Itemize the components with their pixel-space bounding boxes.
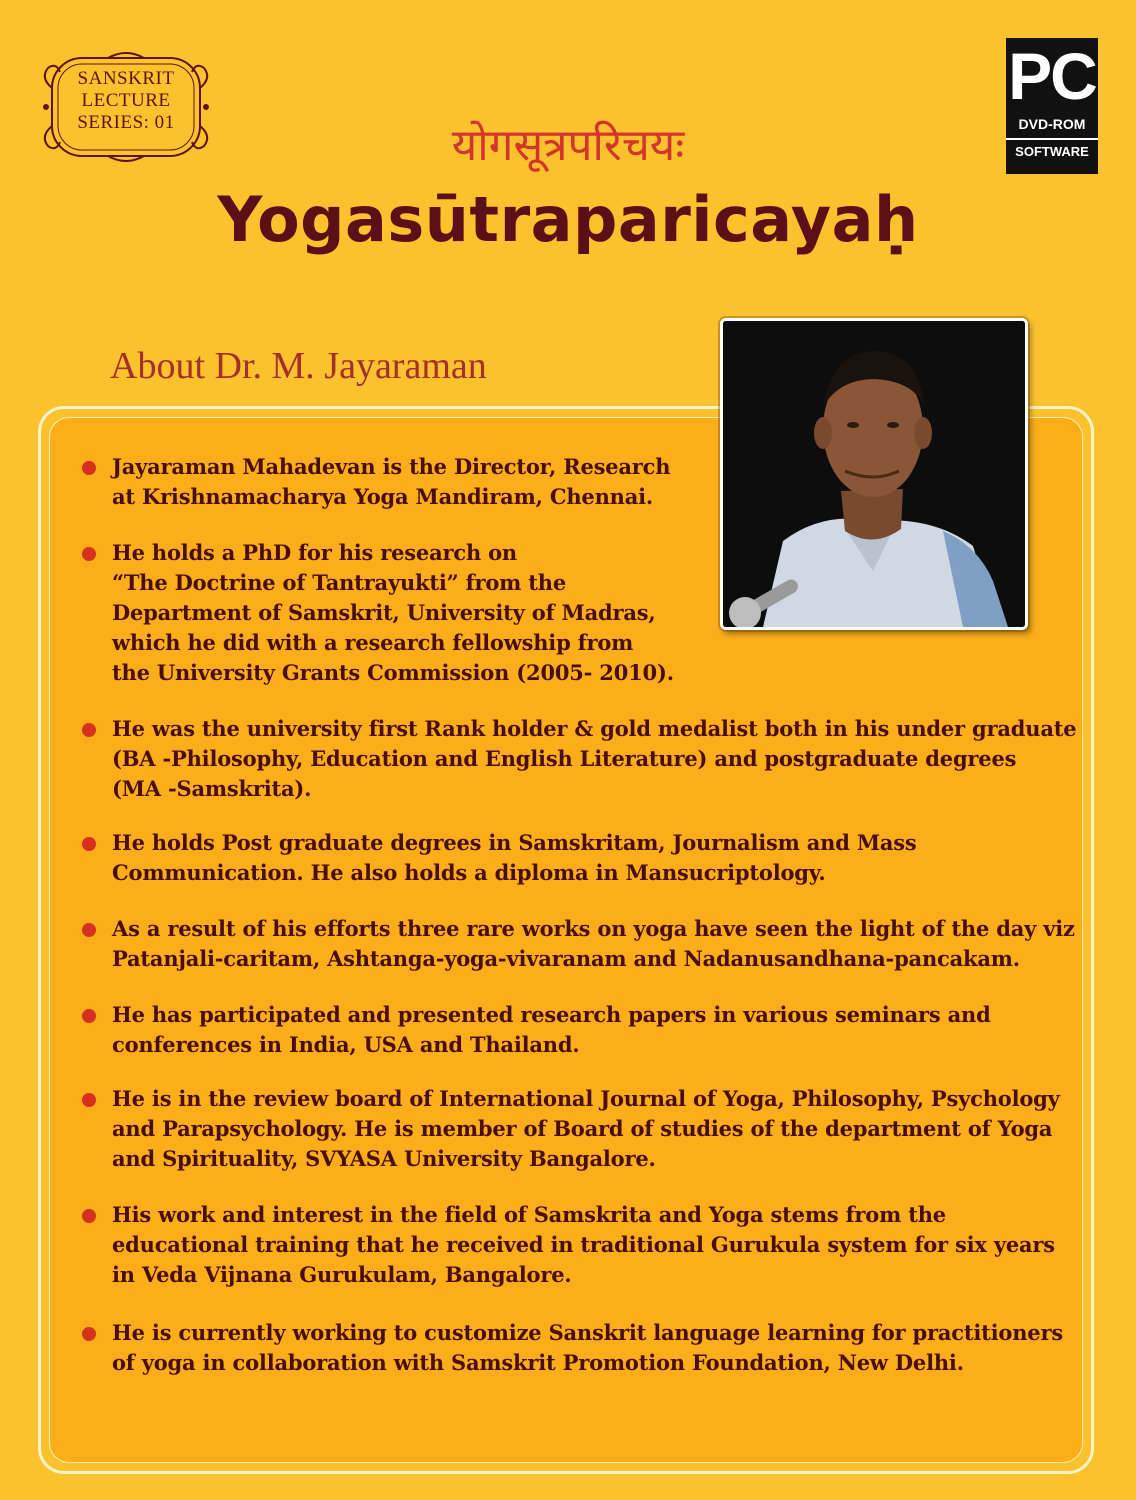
speaker-portrait-icon <box>723 321 1025 627</box>
bullet-dot-icon <box>82 723 96 737</box>
bio-item <box>82 1084 1060 1174</box>
bio-line: Communication. He also holds a diploma in Mansucriptology. <box>112 860 826 885</box>
bio-item <box>82 1200 1055 1290</box>
title-devanagari: योगसूत्रपरिचयः <box>451 120 685 171</box>
bio-line: at Krishnamacharya Yoga Mandiram, Chennai. <box>112 484 653 509</box>
bullet-dot-icon <box>82 1093 96 1107</box>
bullet-dot-icon <box>82 1327 96 1341</box>
bio-item <box>82 1318 1063 1378</box>
bio-line: conferences in India, USA and Thailand. <box>112 1032 580 1057</box>
bio-line: He holds Post graduate degrees in Samskritam, Journalism and Mass <box>112 830 917 855</box>
bio-line: in Veda Vijnana Gurukulam, Bangalore. <box>112 1262 572 1287</box>
series-line: SANSKRIT <box>77 68 175 89</box>
bio-line: educational training that he received in traditional Gurukula system for six years <box>112 1232 1055 1257</box>
bullet-dot-icon <box>82 1209 96 1223</box>
bio-item <box>82 714 1076 804</box>
series-line: SERIES: 01 <box>77 112 175 133</box>
bio-item <box>82 538 674 688</box>
bio-line: which he did with a research fellowship from <box>112 630 634 655</box>
bio-item <box>82 914 1075 974</box>
bio-line: (MA -Samskrita). <box>112 776 312 801</box>
bio-line: His work and interest in the field of Samskrita and Yoga stems from the <box>112 1202 946 1227</box>
page-title: Yogasūtraparicayaḥ <box>217 183 919 256</box>
bio-line: He is currently working to customize Sanskrit language learning for practitioners <box>112 1320 1063 1345</box>
bio-line: He has participated and presented research papers in various seminars and <box>112 1002 991 1027</box>
bio-line: “The Doctrine of Tantrayukti” from the <box>112 570 567 595</box>
software-text: SOFTWARE <box>1006 138 1098 160</box>
bio-line: the University Grants Commission (2005- 2010). <box>112 660 674 685</box>
bio-line: Department of Samskrit, University of Madras, <box>112 600 656 625</box>
bio-line: (BA -Philosophy, Education and English Literature) and postgraduate degrees <box>112 746 1017 771</box>
bullet-dot-icon <box>82 461 96 475</box>
bullet-dot-icon <box>82 1009 96 1023</box>
bio-line: He was the university first Rank holder & gold medalist both in his under graduate <box>112 716 1077 741</box>
bio-line: Patanjali-caritam, Ashtanga-yoga-vivaranam and Nadanusandhana-pancakam. <box>112 946 1020 971</box>
series-line: LECTURE <box>81 90 171 111</box>
bio-line: He holds a PhD for his research on <box>112 540 517 565</box>
bio-line: and Spirituality, SVYASA University Bangalore. <box>112 1146 656 1171</box>
bio-line: and Parapsychology. He is member of Board of studies of the department of Yoga <box>112 1116 1053 1141</box>
bio-line: He is in the review board of International Journal of Yoga, Philosophy, Psychology <box>112 1086 1060 1111</box>
dvd-rom-text: DVD-ROM <box>1018 116 1086 132</box>
bullet-dot-icon <box>82 837 96 851</box>
bio-item <box>82 452 670 512</box>
bio-item <box>82 1000 991 1060</box>
speaker-photo <box>720 318 1028 630</box>
bio-line: As a result of his efforts three rare works on yoga have seen the light of the day viz <box>112 916 1075 941</box>
bio-item <box>82 828 917 888</box>
bullet-dot-icon <box>82 923 96 937</box>
pc-logo-text: PC <box>1008 39 1096 113</box>
bio-line: of yoga in collaboration with Samskrit Promotion Foundation, New Delhi. <box>112 1350 964 1375</box>
bio-line: Jayaraman Mahadevan is the Director, Research <box>112 454 671 479</box>
about-heading: About Dr. M. Jayaraman <box>110 345 487 387</box>
bullet-dot-icon <box>82 547 96 561</box>
